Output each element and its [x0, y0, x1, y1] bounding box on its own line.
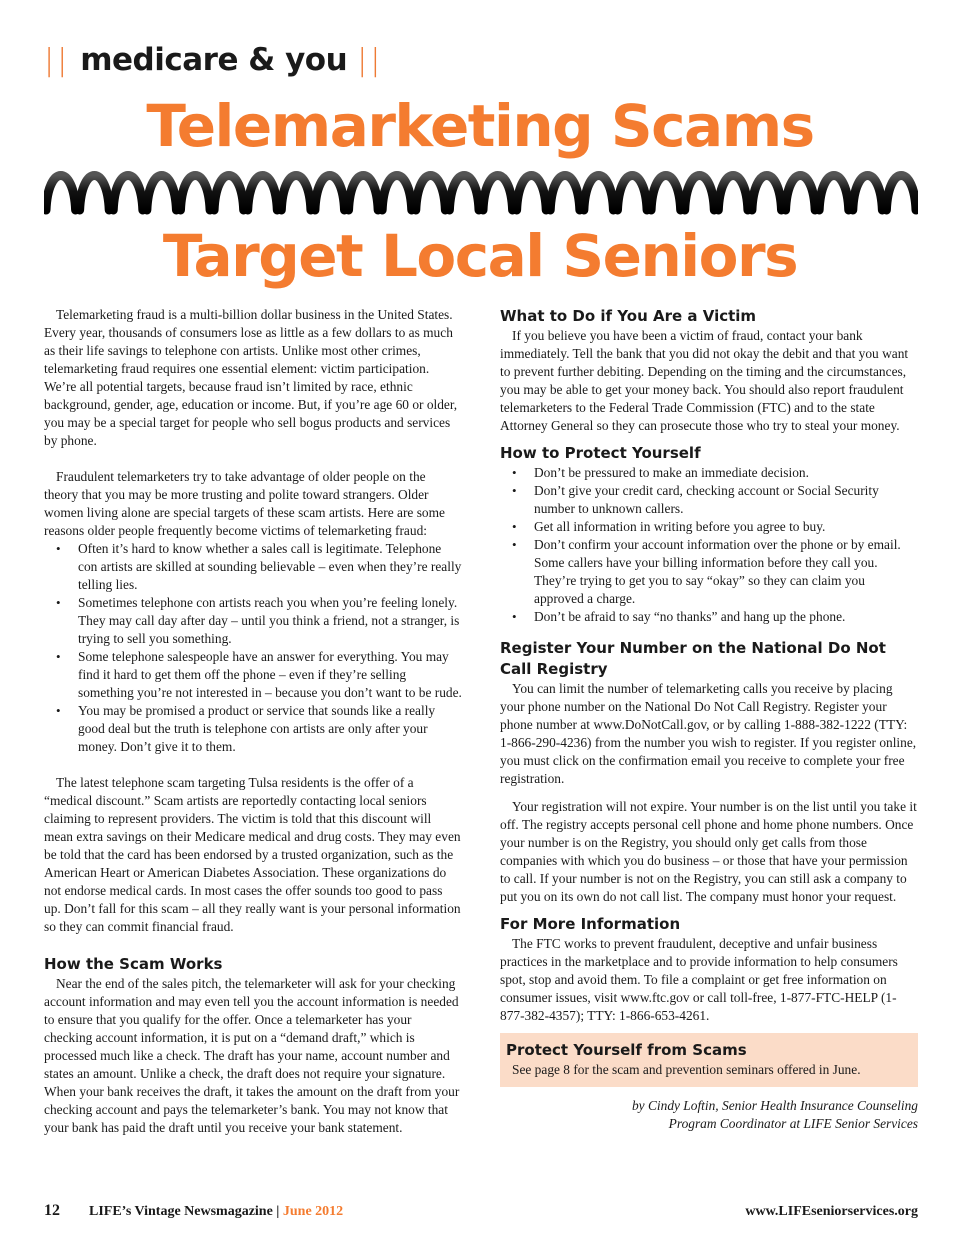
- list-item: • You may be promised a product or service that sounds like a really good deal but the truth is telephone con artists are only after your money. Don’t give it to them.: [44, 702, 462, 756]
- cord-coil: [786, 176, 816, 211]
- phone-cord-illustration: [44, 158, 918, 222]
- issue-date: June 2012: [282, 1204, 344, 1219]
- cord-coil: [853, 176, 883, 211]
- heading-victim: What to Do if You Are a Victim: [500, 307, 757, 325]
- magazine-name: [89, 1204, 343, 1220]
- list-item: • Don’t be pressured to make an immediate decision.: [500, 464, 918, 482]
- cord-coil: [584, 176, 614, 211]
- cord-coil: [752, 176, 782, 211]
- list-item: • Sometimes telephone con artists reach you when you’re feeling lonely. They may call day after day – until you think a friend, not a stranger, is trying to sell you something.: [44, 594, 462, 648]
- left-column: [44, 306, 462, 1137]
- cord-coil: [517, 176, 547, 211]
- protect-list: [500, 464, 918, 626]
- cord-coil: [449, 176, 479, 211]
- cord-coil: [886, 176, 916, 211]
- cord-coil: [315, 176, 345, 211]
- cord-coil: [80, 176, 110, 211]
- callout-title: Protect Yourself from Scams: [506, 1041, 747, 1059]
- intro-paragraph: Telemarketing fraud is a multi-billion dollar business in the United States. Every year, thousands of consumers lose as little as a few dollars to as much as their life savings to telephone con artists. Unlike most other crimes, telemarketing fraud requires one essential element: victim participation. We’re all potential targets, because fraud isn’t limited by race, ethnic background, gender, age, education or income. But, if you’re age 60 or older, you may be a special target for people who sell bogus products and services by phone.: [44, 307, 458, 448]
- section-bars-left: ||: [44, 42, 71, 78]
- list-item: • Often it’s hard to know whether a sales call is legitimate. Telephone con artists are skilled at sounding believable – even when they’re really telling lies.: [44, 540, 462, 594]
- page-number: 12: [44, 1202, 60, 1219]
- heading-more-info: For More Information: [500, 915, 681, 933]
- paragraph-scam-works: Near the end of the sales pitch, the telemarketer will ask for your checking account information and may even tell you the account information is needed to ensure that you qualify for the offer. Once a telemarketer has your checking account information, it is put on a “demand draft,” which is processed much like a check. The draft has your name, account number and states an amount. Unlike a check, the draft does not require your signature. When your bank receives the draft, it takes the amount on the draft from your checking account and pays the telemarketer’s bank. You may not know that your bank has paid the draft until you receive your bank statement.: [44, 976, 460, 1135]
- list-item: • Don’t be afraid to say “no thanks” and hang up the phone.: [500, 608, 918, 626]
- paragraph-tulsa-scam: The latest telephone scam targeting Tulsa residents is the offer of a “medical discount.” Scam artists are reportedly contacting local seniors claiming to represent providers. The victim is told that this discount will mean extra savings on their Medicare medical and drug costs. They may even be told that the card has been endorsed by a trusted organization, such as the American Heart or American Diabetes Association. These organizations do not endorse medical cards. In most cases the offer sounds too good to pass up. Don’t fall for this scam – all they really want is your personal information so they can commit financial fraud.: [44, 775, 461, 934]
- cord-coil: [483, 176, 513, 211]
- paragraph-targets: Fraudulent telemarketers try to take advantage of older people on the theory that you may be more trusting and polite toward strangers. Older women living alone are special targets of these scam artists. Here are some reasons older people frequently become victims of telemarketing fraud:: [44, 469, 445, 538]
- cord-coil: [651, 176, 681, 211]
- heading-protect: How to Protect Yourself: [500, 444, 701, 462]
- callout-box: [500, 1033, 918, 1087]
- cord-coil: [281, 176, 311, 211]
- cord-coil: [147, 176, 177, 211]
- section-label: [44, 38, 383, 82]
- section-title: medicare & you: [80, 42, 348, 78]
- byline-line-2: Program Coordinator at LIFE Senior Services: [668, 1116, 918, 1131]
- cord-coil: [617, 176, 647, 211]
- byline: [500, 1097, 918, 1133]
- cord-coil: [46, 176, 76, 211]
- cord-coil: [214, 176, 244, 211]
- magazine-title: LIFE’s Vintage Newsmagazine |: [89, 1204, 280, 1219]
- cord-coil: [685, 176, 715, 211]
- byline-line-1: by Cindy Loftin, Senior Health Insurance Counseling: [631, 1098, 918, 1113]
- website-url: www.LIFEseniorservices.org: [745, 1204, 918, 1219]
- cord-coil: [248, 176, 278, 211]
- paragraph-victim: If you believe you have been a victim of fraud, contact your bank immediately. Tell the bank that you did not okay the debit and that you want to prevent further debiting. Depending on the timing and the circumstances, you may be able to get your money back. You should also report fraudulent telemarketers to the Federal Trade Commission (FTC) and to the state Attorney General so they can prosecute those who try to steal your money.: [500, 328, 909, 433]
- heading-how-scam-works: How the Scam Works: [44, 955, 223, 973]
- section-bars-right: ||: [357, 42, 384, 78]
- cord-coil: [382, 176, 412, 211]
- reasons-list: [44, 540, 462, 756]
- cord-coil: [416, 176, 446, 211]
- headline-line-1: Telemarketing Scams: [146, 92, 814, 160]
- paragraph-register-1: You can limit the number of telemarketing calls you receive by placing your phone number on the National Do Not Call Registry. Register your phone number at www.DoNotCall.gov, or by calling 1-888-382-1222 (TTY: 1-866-290-4236) from the number you wish to register. If you register online, you must click on the confirmation email you receive to complete your free registration.: [500, 681, 917, 786]
- headline-line-2: Target Local Seniors: [162, 222, 798, 290]
- list-item: • Some telephone salespeople have an answer for everything. You may find it hard to get them off the phone – even if they’re selling something you’re not interested in – because you don’t want to be rude.: [44, 648, 462, 702]
- paragraph-more-info: The FTC works to prevent fraudulent, deceptive and unfair business practices in the marketplace and to provide information to help consumers spot, stop and avoid them. To file a complaint or get free information on consumer issues, visit www.ftc.gov or call toll-free, 1-877-FTC-HELP (1-877-382-4357); TTY: 1-866-653-4261.: [500, 936, 898, 1023]
- callout-text: See page 8 for the scam and prevention seminars offered in June.: [512, 1062, 861, 1077]
- cord-coil: [819, 176, 849, 211]
- cord-coil: [550, 176, 580, 211]
- right-column: [500, 306, 918, 1133]
- heading-register: Register Your Number on the National Do Not Call Registry: [500, 639, 886, 678]
- cord-coil: [718, 176, 748, 211]
- page-footer: [44, 1202, 918, 1226]
- list-item: • Don’t give your credit card, checking account or Social Security number to unknown callers.: [500, 482, 918, 518]
- cord-coil: [349, 176, 379, 211]
- list-item: • Get all information in writing before you agree to buy.: [500, 518, 918, 536]
- list-item: • Don’t confirm your account information over the phone or by email. Some callers have your billing information before they call you. They’re trying to get you to say “okay” so they can claim you approved a charge.: [500, 536, 918, 608]
- paragraph-register-2: Your registration will not expire. Your number is on the list until you take it off. The registry accepts personal cell phone and home phone numbers. Once your number is on the Registry, you should only get calls from those companies with which you do business – or those that have your permission to call. If your number is not on the Registry, you can still ask a company to put you on its own do not call list. The company must honor your request.: [500, 799, 917, 904]
- cord-coil: [113, 176, 143, 211]
- cord-coil: [180, 176, 210, 211]
